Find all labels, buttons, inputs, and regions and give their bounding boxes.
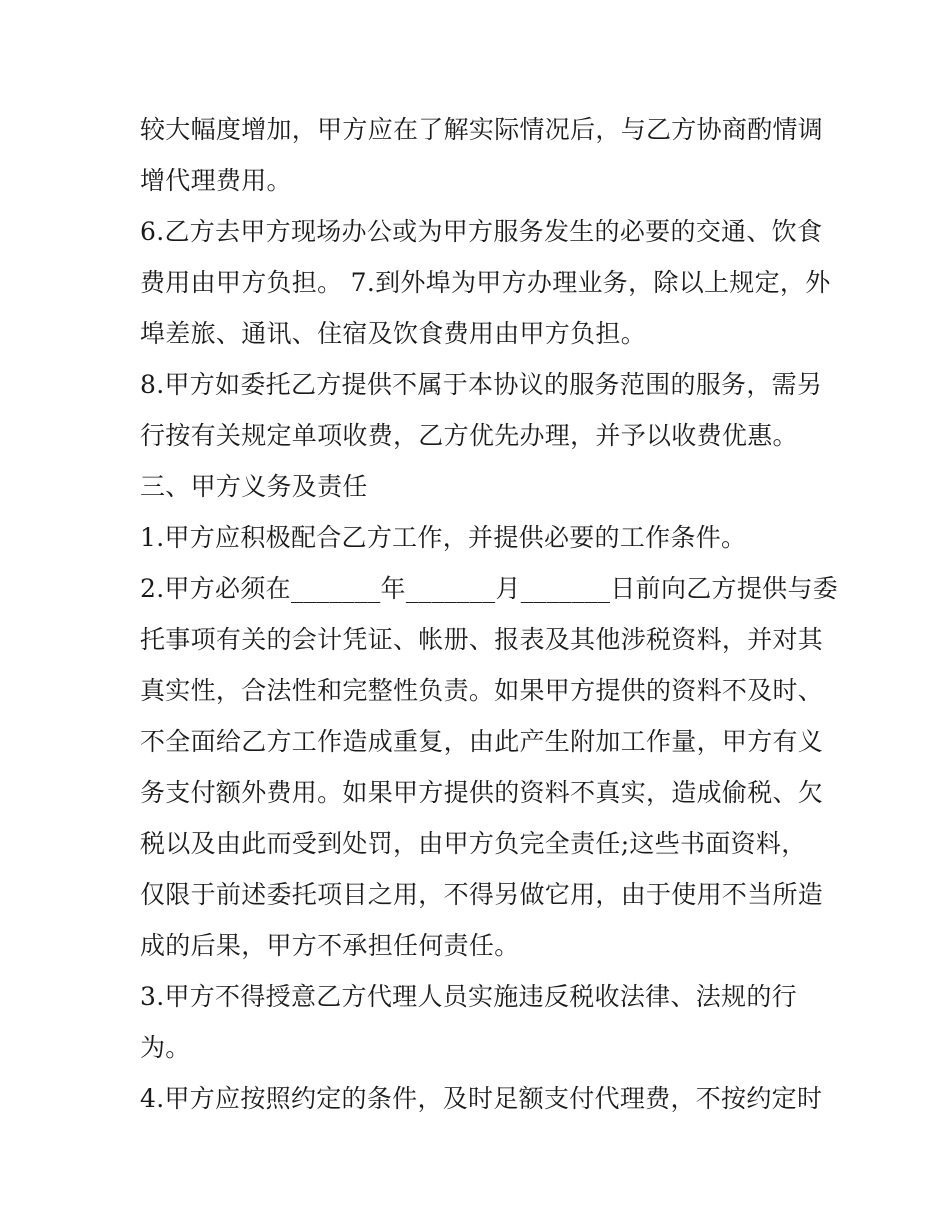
text-line: 成的后果，甲方不承担任何责任。 [140,931,520,960]
text-line: 较大幅度增加，甲方应在了解实际情况后，与乙方协商酌情调 [140,115,824,144]
text-line: 仅限于前述委托项目之用，不得另做它用，由于使用不当所造 [140,880,824,909]
text-line: 4.甲方应按照约定的条件，及时足额支付代理费，不按约定时 [140,1084,823,1113]
text-line: 8.甲方如委托乙方提供不属于本协议的服务范围的服务，需另 [140,370,823,399]
text-line: 费用由甲方负担。 7.到外埠为甲方办理业务，除以上规定，外 [140,268,831,297]
text-line: 行按有关规定单项收费，乙方优先办理，并予以收费优惠。 [140,421,798,450]
text-line: 托事项有关的会计凭证、帐册、报表及其他涉税资料，并对其 [140,625,824,654]
text-line: 不全面给乙方工作造成重复，由此产生附加工作量，甲方有义 [140,727,824,756]
text-line: 增代理费用。 [140,166,292,195]
document-body [140,104,839,1124]
text-line: 务支付额外费用。如果甲方提供的资料不真实，造成偷税、欠 [140,778,824,807]
text-line: 埠差旅、通讯、住宿及饮食费用由甲方负担。 [140,319,647,348]
text-line: 为。 [140,1033,191,1062]
text-line: 6.乙方去甲方现场办公或为甲方服务发生的必要的交通、饮食 [140,217,823,246]
text-line: 税以及由此而受到处罚，由甲方负完全责任;这些书面资料， [140,829,807,858]
section-heading: 三、甲方义务及责任 [140,472,368,501]
text-line: 1.甲方应积极配合乙方工作，并提供必要的工作条件。 [140,523,747,552]
text-line: 真实性，合法性和完整性负责。如果甲方提供的资料不及时、 [140,676,824,705]
text-line: 2.甲方必须在_______年_______月_______日前向乙方提供与委 [140,574,839,603]
text-line: 3.甲方不得授意乙方代理人员实施违反税收法律、法规的行 [140,982,797,1011]
